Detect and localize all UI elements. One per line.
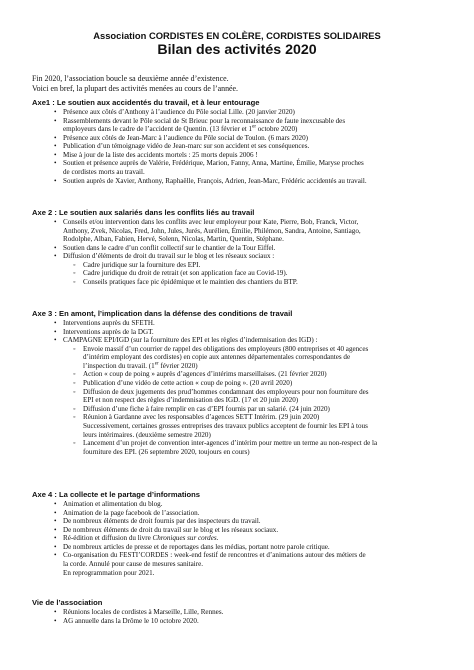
list-item: • CAMPAGNE EPI/IGD (sur la fourniture des EPI et les règles d’indemnisation des IGD) : bbox=[32, 336, 457, 345]
list-item: • Réunions locales de cordistes à Marseille, Lille, Rennes. bbox=[32, 608, 457, 617]
bullet-list bbox=[32, 218, 457, 287]
list-item: • Soutien auprès de Xavier, Anthony, Raphaëlle, François, Adrien, Jean-Marc, Frédéric accidentés au travail. bbox=[32, 177, 457, 186]
list-item: • Mise à jour de la liste des accidents mortels : 25 morts depuis 2006 ! bbox=[32, 151, 457, 160]
section-title: Axe 3 : En amont, l’implication dans la défense des conditions de travail bbox=[32, 309, 293, 318]
list-item: • De nombreux éléments de droit fournis par des inspecteurs du travail. bbox=[32, 517, 457, 526]
sub-list-item: ◦ Réunion à Gardanne avec les responsables d’agences SETT Intérim. (29 juin 2020) bbox=[32, 413, 457, 422]
organization-name: Association CORDISTES EN COLÈRE, CORDISTES SOLIDAIRES bbox=[93, 30, 381, 41]
book-title: Chroniques sur cordes bbox=[152, 534, 217, 543]
list-item: • Soutien et présence auprès de Valérie, Frédérique, Marion, Fanny, Anna, Martine, Émilie, Maryse proches de cordistes morts au travail. bbox=[32, 159, 457, 176]
list-item: • Interventions auprès du SFETH. bbox=[32, 319, 457, 328]
list-item: • Publication d’un témoignage vidéo de Jean-marc sur son accident et ses conséquences. bbox=[32, 142, 457, 151]
section-title: Axe1 : Le soutien aux accidentés du travail, et à leur entourage bbox=[32, 98, 260, 107]
sub-list-item: ◦ Conseils pratiques face pic épidémique et le maintien des chantiers du BTP. bbox=[32, 278, 457, 287]
sub-list-item: ◦ Envoie massif d’un courrier de rappel des obligations des employeurs (800 entreprises et 40 agences d’intérim employant des cordistes) en copie aux antennes départementales correspondantes de l’inspection du travail. (1er février 2020) bbox=[32, 345, 457, 371]
section-axe-4 bbox=[32, 490, 457, 577]
list-item: • Conseils et/ou intervention dans les conflits avec leur employeur pour Kate, Pierre, Bob, Franck, Victor, Anthony, Zvek, Nicolas, Fred, John, Jules, Jurés, Aurélien, Émilie, Philémon, Sandra, Antoine, Santiago, Rodolphe, Alban, Fabien, Hervé, Solenn, Nicolas, Martin, Quentin, Stéphane. bbox=[32, 218, 457, 244]
sub-list-item: ◦ Diffusion d’une fiche à faire remplir en cas d’EPI fournis par un salarié. (24 juin 2020) bbox=[32, 405, 457, 414]
bullet-list bbox=[32, 108, 457, 185]
section-title: Axe 4 : La collecte et le partage d’informations bbox=[32, 490, 200, 499]
sub-list-continuation: Successivement, certaines grosses entreprises des travaux publics acceptent de fournir les EPI à tous leurs intérimaires. (deuxième semestre 2020) bbox=[83, 421, 368, 439]
section-title: Vie de l’association bbox=[32, 598, 103, 607]
list-item: • Interventions auprès de la DGT. bbox=[32, 328, 457, 337]
list-item: • AG annuelle dans la Drôme le 10 octobre 2020. bbox=[32, 617, 457, 626]
list-item: • Présence aux côtés d’Anthony à l’audience du Pôle social Lille. (20 janvier 2020) bbox=[32, 108, 457, 117]
list-item: • De nombreux articles de presse et de reportages dans les médias, portant notre parole critique. bbox=[32, 543, 457, 552]
list-item: • Ré-édition et diffusion du livre Chroniques sur cordes. bbox=[32, 534, 457, 543]
intro-line: Fin 2020, l’association boucle sa deuxième année d’existence. bbox=[32, 74, 229, 83]
list-item: • Animation et alimentation du blog. bbox=[32, 500, 457, 509]
sub-list-item: ◦ Diffusion de deux jugements des prud’hommes condamnant des employeurs pour non fourniture des EPI et non respect des règles d’indemnisation des IGD. (17 et 20 juin 2020) bbox=[32, 388, 457, 405]
sub-list-item: ◦ Cadre juridique sur la fourniture des EPI. bbox=[32, 261, 457, 270]
intro-paragraph bbox=[32, 74, 452, 93]
sub-list-item: ◦ Cadre juridique du droit de retrait (et son application face au Covid-19). bbox=[32, 269, 457, 278]
list-item: • Animation de la page facebook de l’association. bbox=[32, 509, 457, 518]
list-item: • De nombreux éléments de droit du travail sur le blog et les réseaux sociaux. bbox=[32, 526, 457, 535]
section-axe-1 bbox=[32, 98, 457, 185]
section-vie-association bbox=[32, 598, 457, 625]
list-item: • Co-organisation du FESTI’CORDES : week-end festif de rencontres et d’animations autour des métiers de la corde. Annulé pour cause de mesures sanitaire. En reprogrammation pour 2021. bbox=[32, 551, 457, 577]
section-axe-3 bbox=[32, 309, 457, 456]
section-title: Axe 2 : Le soutien aux salariés dans les conflits liés au travail bbox=[32, 208, 255, 217]
sub-list-item: ◦ Publication d’une vidéo de cette action « coup de poing ». (20 avril 2020) bbox=[32, 379, 457, 388]
document-title: Bilan des activités 2020 bbox=[157, 42, 317, 58]
bullet-list bbox=[32, 319, 457, 456]
list-item: • Diffusion d’éléments de droit du travail sur le blog et les réseaux sociaux : bbox=[32, 252, 457, 261]
list-item: • Présence aux côtés de Jean-Marc à l’audience du Pôle social de Toulon. (6 mars 2020) bbox=[32, 134, 457, 143]
bullet-list bbox=[32, 500, 457, 577]
sub-list-item: ◦ Lancement d’un projet de convention inter-agences d’intérim pour mettre un terme au non-respect de la fourniture des EPI. (26 septembre 2020, toujours en cours) bbox=[32, 439, 457, 456]
list-item: • Soutien dans le cadre d’un conflit collectif sur le chantier de la Tour Eiffel. bbox=[32, 244, 457, 253]
sub-list-item: ◦ Action « coup de poing » auprès d’agences d’intérims marseillaises. (21 février 2020) bbox=[32, 370, 457, 379]
section-axe-2 bbox=[32, 208, 457, 287]
intro-line: Voici en bref, la plupart des activités menées au cours de l’année. bbox=[32, 83, 239, 93]
bullet-list bbox=[32, 608, 457, 625]
list-item: • Rassemblements devant le Pôle social de St Brieuc pour la reconnaissance de faute inexcusable des employeurs dans le cadre de l’accident de Quentin. (13 février et 1er octobre 2020) bbox=[32, 117, 457, 134]
